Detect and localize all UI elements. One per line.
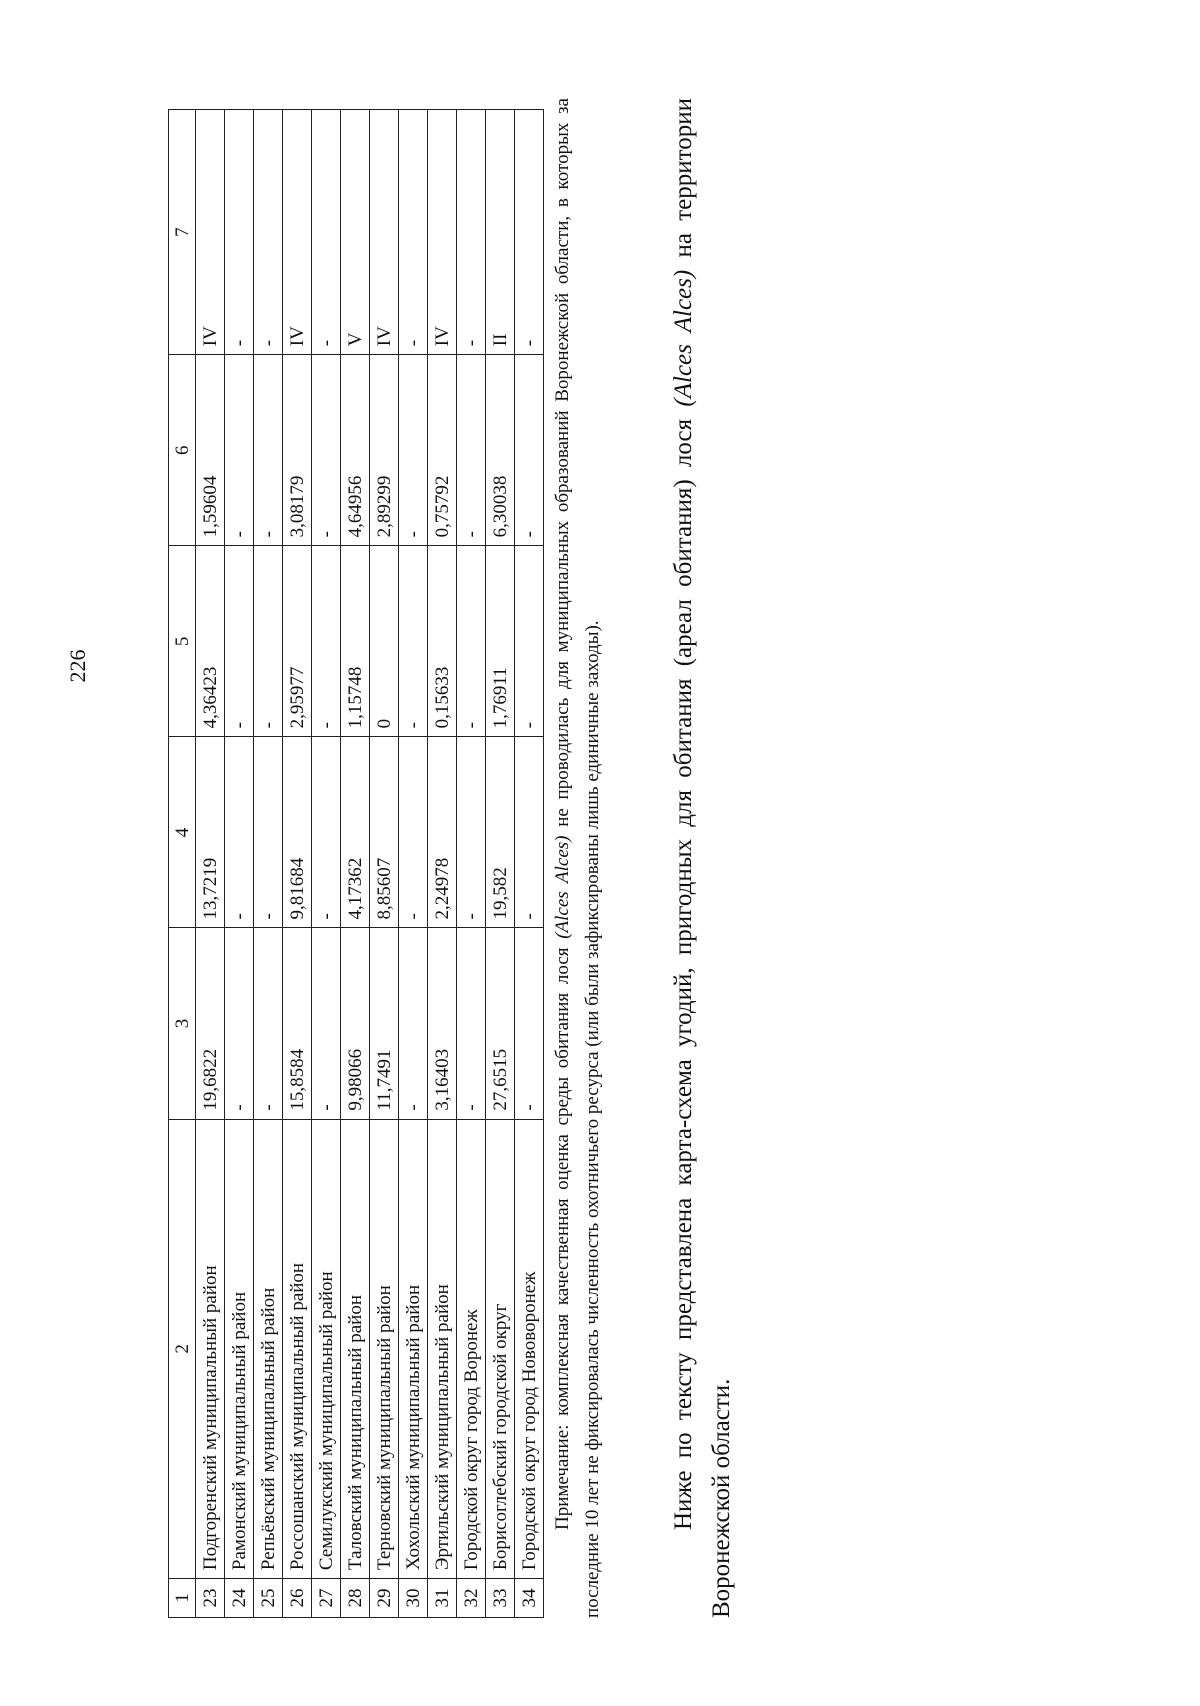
table-row: [283, 110, 312, 1618]
value-cell-5: [428, 546, 457, 737]
value-cell-3: [457, 928, 486, 1119]
value-cell-4-text: -: [228, 913, 250, 920]
value-cell-4-text: 19,582: [489, 867, 511, 920]
value-cell-5: [196, 546, 225, 737]
header-cell-1: 1: [169, 1579, 196, 1618]
category-cell: [341, 110, 370, 355]
category-cell-text: IV: [373, 326, 395, 347]
value-cell-4-text: 13,7219: [199, 857, 221, 920]
district-name-cell: [428, 1119, 457, 1578]
value-cell-5-text: -: [460, 722, 482, 729]
row-number-cell-text: 30: [402, 1588, 424, 1608]
value-cell-5-text: -: [315, 722, 337, 729]
category-cell: [515, 110, 544, 355]
row-number-cell-text: 27: [315, 1588, 337, 1608]
category-cell-text: IV: [286, 326, 308, 347]
category-cell-text: -: [402, 339, 424, 347]
header-cell-2: 2: [169, 1119, 196, 1578]
district-name-cell-text: Борисоглебский городской округ: [489, 1303, 511, 1571]
value-cell-6: [283, 355, 312, 546]
value-cell-4: [428, 737, 457, 928]
district-name-cell-text: Репьёвский муниципальный район: [257, 1287, 279, 1571]
header-cell-3: 3: [169, 928, 196, 1119]
row-number-cell: [196, 1579, 225, 1618]
category-cell-text: IV: [199, 326, 221, 347]
value-cell-3: [312, 928, 341, 1119]
value-cell-5-text: 2,95977: [286, 666, 308, 729]
value-cell-4: [341, 737, 370, 928]
habitat-assessment-table: [168, 109, 544, 1618]
category-cell-text: V: [344, 332, 366, 347]
category-cell: [225, 110, 254, 355]
header-cell-5: 5: [169, 546, 196, 737]
district-name-cell: [312, 1119, 341, 1578]
value-cell-6: [341, 355, 370, 546]
value-cell-3-text: 9,98066: [344, 1048, 366, 1111]
value-cell-4-text: -: [402, 913, 424, 920]
value-cell-3: [515, 928, 544, 1119]
category-cell: [254, 110, 283, 355]
value-cell-4: [370, 737, 399, 928]
district-name-cell: [515, 1119, 544, 1578]
value-cell-5-text: 1,76911: [489, 667, 511, 729]
row-number-cell: [486, 1579, 515, 1618]
value-cell-3-text: -: [460, 1104, 482, 1111]
value-cell-6: [196, 355, 225, 546]
row-number-cell-text: 23: [199, 1588, 221, 1608]
value-cell-3: [341, 928, 370, 1119]
value-cell-3-text: 19,6822: [199, 1048, 221, 1111]
row-number-cell: [457, 1579, 486, 1618]
value-cell-6-text: -: [402, 530, 424, 538]
header-cell-6: 6: [169, 355, 196, 546]
category-cell: [283, 110, 312, 355]
table-row: [341, 110, 370, 1618]
value-cell-4: [515, 737, 544, 928]
value-cell-6: [399, 355, 428, 546]
category-cell-text: -: [257, 339, 279, 347]
value-cell-5: [457, 546, 486, 737]
value-cell-3-text: -: [228, 1104, 250, 1111]
value-cell-5-text: -: [402, 722, 424, 729]
district-name-cell-text: Городской округ город Нововоронеж: [518, 1271, 540, 1571]
row-number-cell: [312, 1579, 341, 1618]
value-cell-6-text: 3,08179: [286, 475, 308, 538]
value-cell-3: [399, 928, 428, 1119]
value-cell-6-text: -: [315, 530, 337, 538]
table-row: [254, 110, 283, 1618]
value-cell-3-text: -: [402, 1104, 424, 1111]
value-cell-6-text: -: [518, 530, 540, 538]
value-cell-3-text: -: [315, 1104, 337, 1111]
row-number-cell: [515, 1579, 544, 1618]
category-cell-text: IV: [431, 326, 453, 347]
category-cell: [428, 110, 457, 355]
table-row: [370, 110, 399, 1618]
value-cell-6-text: -: [460, 530, 482, 538]
value-cell-5-text: 1,15748: [344, 666, 366, 729]
category-cell: [370, 110, 399, 355]
category-cell: [486, 110, 515, 355]
district-name-cell-text: Эртильский муниципальный район: [431, 1284, 453, 1571]
district-name-cell: [283, 1119, 312, 1578]
value-cell-3: [196, 928, 225, 1119]
category-cell-text: -: [460, 339, 482, 347]
table-row: [399, 110, 428, 1618]
table-row: [486, 110, 515, 1618]
value-cell-4: [225, 737, 254, 928]
value-cell-4-text: 4,17362: [344, 857, 366, 920]
category-cell-text: -: [228, 339, 250, 347]
row-number-cell: [225, 1579, 254, 1618]
value-cell-5: [399, 546, 428, 737]
district-name-cell-text: Терновский муниципальный район: [373, 1285, 395, 1571]
category-cell: [399, 110, 428, 355]
value-cell-6: [457, 355, 486, 546]
district-name-cell: [370, 1119, 399, 1578]
value-cell-3-text: -: [257, 1104, 279, 1111]
row-number-cell: [428, 1579, 457, 1618]
row-number-cell: [254, 1579, 283, 1618]
value-cell-4: [254, 737, 283, 928]
district-name-cell: [486, 1119, 515, 1578]
value-cell-6: [515, 355, 544, 546]
row-number-cell-text: 32: [460, 1588, 482, 1608]
row-number-cell-text: 29: [373, 1588, 395, 1608]
row-number-cell-text: 26: [286, 1588, 308, 1608]
value-cell-5: [341, 546, 370, 737]
value-cell-4: [399, 737, 428, 928]
value-cell-3-text: 15,8584: [286, 1048, 308, 1111]
value-cell-4-text: -: [315, 913, 337, 920]
value-cell-6-text: -: [257, 530, 279, 538]
header-cell-7: 7: [169, 110, 196, 355]
table-header-row: [169, 110, 196, 1618]
category-cell-text: -: [315, 339, 337, 347]
value-cell-4-text: 9,81684: [286, 857, 308, 920]
value-cell-6: [486, 355, 515, 546]
category-cell: [196, 110, 225, 355]
category-cell: [312, 110, 341, 355]
value-cell-4: [457, 737, 486, 928]
value-cell-6-text: -: [228, 530, 250, 538]
row-number-cell: [283, 1579, 312, 1618]
row-number-cell: [370, 1579, 399, 1618]
row-number-cell-text: 28: [344, 1588, 366, 1608]
value-cell-3-text: 27,6515: [489, 1048, 511, 1111]
value-cell-4: [283, 737, 312, 928]
district-name-cell-text: Рамонский муниципальный район: [228, 1291, 250, 1571]
table-row: [428, 110, 457, 1618]
value-cell-3-text: 3,16403: [431, 1048, 453, 1111]
district-name-cell: [341, 1119, 370, 1578]
table-row: [457, 110, 486, 1618]
table-row: [196, 110, 225, 1618]
category-cell-text: -: [518, 339, 540, 347]
value-cell-3: [428, 928, 457, 1119]
value-cell-4-text: 2,24978: [431, 857, 453, 920]
value-cell-5-text: -: [518, 722, 540, 729]
district-name-cell-text: Хохольский муниципальный район: [402, 1284, 424, 1571]
category-cell: [457, 110, 486, 355]
value-cell-4-text: -: [460, 913, 482, 920]
value-cell-4: [312, 737, 341, 928]
district-name-cell-text: Таловский муниципальный район: [344, 1295, 366, 1571]
district-name-cell: [196, 1119, 225, 1578]
value-cell-5-text: 0: [373, 718, 395, 729]
value-cell-4-text: 8,85607: [373, 857, 395, 920]
body-paragraph: Ниже по тексту представлена карта-схема угодий, пригодных для обитания (ареал обитания) лося (Alces Alces) на территории Воронежской области.: [670, 98, 735, 1618]
value-cell-5: [225, 546, 254, 737]
district-name-cell-text: Городской округ город Воронеж: [460, 1309, 482, 1571]
value-cell-6-text: 2,89299: [373, 475, 395, 538]
district-name-cell-text: Подгоренский муниципальный район: [199, 1265, 221, 1571]
table-row: [225, 110, 254, 1618]
value-cell-5-text: -: [228, 722, 250, 729]
value-cell-5: [312, 546, 341, 737]
value-cell-6: [225, 355, 254, 546]
value-cell-6: [312, 355, 341, 546]
district-name-cell: [254, 1119, 283, 1578]
value-cell-3: [370, 928, 399, 1119]
value-cell-5-text: 0,15633: [431, 666, 453, 729]
value-cell-6: [254, 355, 283, 546]
district-name-cell-text: Семилукский муниципальный район: [315, 1271, 337, 1571]
value-cell-3: [486, 928, 515, 1119]
district-name-cell: [457, 1119, 486, 1578]
value-cell-4-text: -: [518, 913, 540, 920]
value-cell-5: [486, 546, 515, 737]
table-row: [312, 110, 341, 1618]
table-note: Примечание: комплексная качественная оценка среды обитания лося (Alces Alces) не проводилась для муниципальных образований Воронежской области, в которых за последние 10 лет не фиксировалась численность охотничьего ресурса (или были зафиксированы лишь единичные заходы).: [552, 98, 603, 1618]
value-cell-6-text: 4,64956: [344, 475, 366, 538]
category-cell-text: II: [489, 333, 511, 347]
value-cell-6-text: 6,30038: [489, 475, 511, 538]
value-cell-5: [515, 546, 544, 737]
value-cell-5: [283, 546, 312, 737]
table-row: [515, 110, 544, 1618]
row-number-cell-text: 24: [228, 1588, 250, 1608]
value-cell-5-text: -: [257, 722, 279, 729]
value-cell-6: [428, 355, 457, 546]
value-cell-3: [283, 928, 312, 1119]
value-cell-3-text: 11,7491: [373, 1049, 395, 1111]
value-cell-5-text: 4,36423: [199, 666, 221, 729]
value-cell-4: [486, 737, 515, 928]
row-number-cell: [341, 1579, 370, 1618]
district-name-cell: [225, 1119, 254, 1578]
row-number-cell-text: 31: [431, 1588, 453, 1608]
value-cell-5: [254, 546, 283, 737]
value-cell-3: [225, 928, 254, 1119]
value-cell-5: [370, 546, 399, 737]
row-number-cell-text: 33: [489, 1588, 511, 1608]
district-name-cell-text: Россошанский муниципальный район: [286, 1262, 308, 1571]
value-cell-6-text: 0,75792: [431, 475, 453, 538]
value-cell-4-text: -: [257, 913, 279, 920]
header-cell-4: 4: [169, 737, 196, 928]
row-number-cell-text: 34: [518, 1588, 540, 1608]
value-cell-6: [370, 355, 399, 546]
page-number: 226: [65, 649, 90, 683]
value-cell-4: [196, 737, 225, 928]
value-cell-6-text: 1,59604: [199, 475, 221, 538]
row-number-cell: [399, 1579, 428, 1618]
value-cell-3: [254, 928, 283, 1119]
district-name-cell: [399, 1119, 428, 1578]
value-cell-3-text: -: [518, 1104, 540, 1111]
row-number-cell-text: 25: [257, 1588, 279, 1608]
